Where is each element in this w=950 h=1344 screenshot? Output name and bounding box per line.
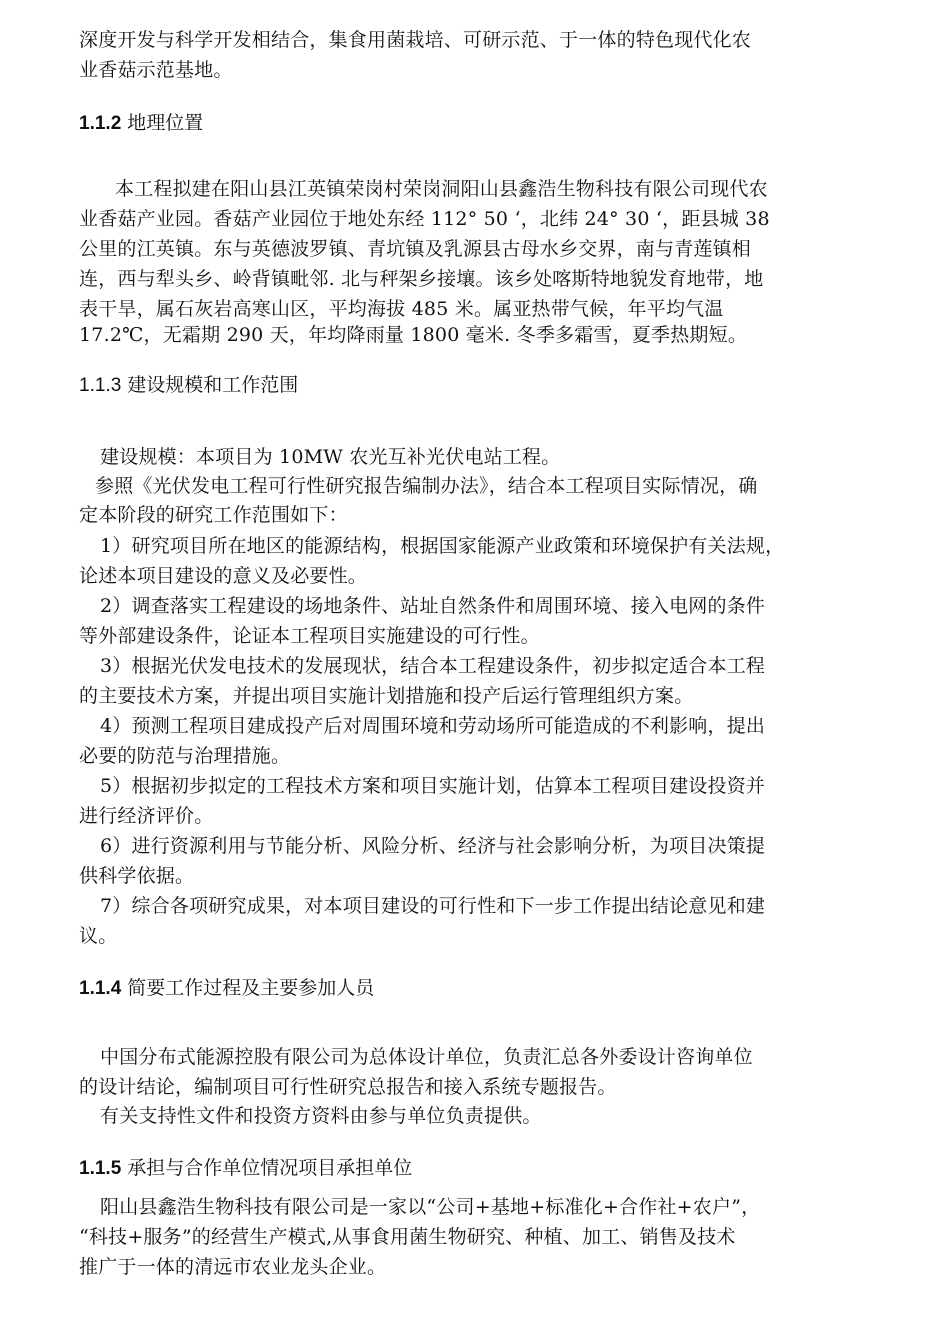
- section-heading-1-1-2: [79, 108, 203, 139]
- list-item-line: 5）根据初步拟定的工程技术方案和项目实施计划，估算本工程项目建设投资并: [100, 775, 766, 797]
- section-number: 1.1.5: [79, 1158, 122, 1179]
- section-title: 地理位置: [121, 112, 204, 134]
- list-item-line: 3）根据光伏发电技术的发展现状，结合本工程建设条件，初步拟定适合本工程: [100, 655, 766, 677]
- paragraph-line: 参照《光伏发电工程可行性研究报告编制办法》，结合本工程项目实际情况，确: [95, 475, 758, 497]
- paragraph-line: 中国分布式能源控股有限公司为总体设计单位，负责汇总各外委设计咨询单位: [100, 1046, 753, 1068]
- list-item-line: 议。: [79, 925, 118, 947]
- paragraph-line: 公里的江英镇。东与英德波罗镇、青坑镇及乳源县古母水乡交界，南与青莲镇相: [79, 238, 752, 260]
- paragraph-line: 17.2℃，无霜期 290 天，年均降雨量 1800 毫米. 冬季多霜雪，夏季热期短。: [79, 324, 748, 346]
- paragraph-line: 深度开发与科学开发相结合，集食用菌栽培、可研示范、于一体的特色现代化农: [79, 29, 752, 51]
- list-item-line: 2）调查落实工程建设的场地条件、站址自然条件和周围环境、接入电网的条件: [100, 595, 766, 617]
- section-number: 1.1.2: [79, 113, 122, 134]
- paragraph-line: 业香菇产业园。香菇产业园位于地处东经 112° 50 ‘，北纬 24° 30 ‘，距县城 38: [79, 208, 770, 230]
- list-item-line: 论述本项目建设的意义及必要性。: [79, 565, 368, 587]
- section-heading-1-1-3: [79, 370, 298, 401]
- section-number: 1.1.4: [79, 978, 122, 999]
- list-item-line: 1）研究项目所在地区的能源结构，根据国家能源产业政策和环境保护有关法规，: [100, 535, 785, 557]
- list-item-line: 4）预测工程项目建成投产后对周围环境和劳动场所可能造成的不利影响，提出: [100, 715, 766, 737]
- paragraph-line: 推广于一体的清远市农业龙头企业。: [79, 1256, 387, 1278]
- list-item-line: 必要的防范与治理措施。: [79, 745, 291, 767]
- paragraph-line: 的设计结论，编制项目可行性研究总报告和接入系统专题报告。: [79, 1076, 617, 1098]
- section-title: 简要工作过程及主要参加人员: [121, 977, 375, 999]
- paragraph-line: 业香菇示范基地。: [79, 59, 233, 81]
- paragraph-line: 建设规模：本项目为 10MW 农光互补光伏电站工程。: [100, 446, 561, 468]
- list-item-line: 7）综合各项研究成果，对本项目建设的可行性和下一步工作提出结论意见和建: [100, 895, 766, 917]
- list-item-line: 等外部建设条件，论证本工程项目实施建设的可行性。: [79, 625, 540, 647]
- paragraph-line: 连，西与犁头乡、岭背镇毗邻. 北与秤架乡接壤。该乡处喀斯特地貌发育地带，地: [79, 268, 764, 290]
- section-number: 1.1.3: [79, 375, 122, 396]
- paragraph-line: “科技+服务”的经营生产模式,从事食用菌生物研究、种植、加工、销售及技术: [79, 1226, 736, 1248]
- list-item-line: 供科学依据。: [79, 865, 195, 887]
- paragraph-line: 定本阶段的研究工作范围如下：: [79, 504, 348, 526]
- section-title: 建设规模和工作范围: [121, 374, 299, 396]
- paragraph-line: 阳山县鑫浩生物科技有限公司是一家以“公司+基地+标准化+合作社+农户”，: [100, 1196, 761, 1218]
- list-item-line: 进行经济评价。: [79, 805, 214, 827]
- paragraph-line: 有关支持性文件和投资方资料由参与单位负责提供。: [100, 1105, 542, 1127]
- section-heading-1-1-4: [79, 973, 374, 1004]
- list-item-line: 的主要技术方案，并提出项目实施计划措施和投产后运行管理组织方案。: [79, 685, 694, 707]
- section-heading-1-1-5: [79, 1153, 412, 1184]
- section-title: 承担与合作单位情况项目承担单位: [121, 1157, 413, 1179]
- paragraph-line: 表干旱，属石灰岩高寒山区，平均海拔 485 米。属亚热带气候，年平均气温: [79, 298, 724, 320]
- list-item-line: 6）进行资源利用与节能分析、风险分析、经济与社会影响分析，为项目决策提: [100, 835, 766, 857]
- paragraph-line: 本工程拟建在阳山县江英镇荣岗村荣岗洞阳山县鑫浩生物科技有限公司现代农: [115, 178, 768, 200]
